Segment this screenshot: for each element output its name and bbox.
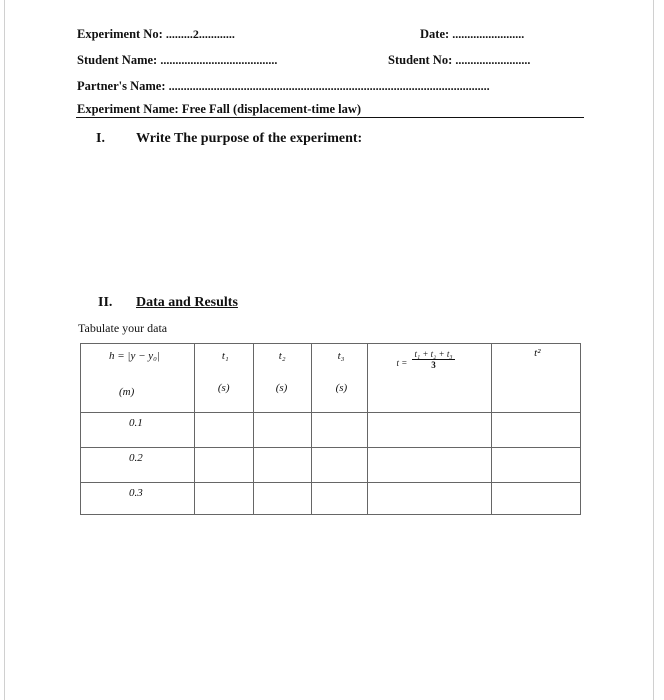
h-value: 0.3: [129, 487, 143, 499]
h-header-cell: [81, 344, 195, 413]
t1-unit: (s): [217, 382, 230, 394]
h-unit: (m): [119, 386, 135, 398]
t3-value-cell[interactable]: [311, 483, 368, 515]
tsq-label: t²: [534, 347, 541, 359]
t1-value-cell[interactable]: [194, 483, 253, 515]
experiment-no-label: Experiment No:: [77, 27, 163, 41]
t2-value-cell[interactable]: [253, 413, 311, 448]
header-divider: [76, 117, 584, 118]
section1-numeral: I.: [96, 131, 105, 146]
tsq-value-cell[interactable]: [492, 413, 581, 448]
student-name-row: [77, 53, 277, 68]
partner-label: Partner's Name:: [77, 79, 166, 93]
student-no-row: [388, 53, 530, 68]
partner-field[interactable]: ...........................................................................................................: [168, 79, 490, 93]
t2-value-cell[interactable]: [253, 483, 311, 515]
h-value-cell[interactable]: [81, 483, 195, 515]
t2-header-cell: [253, 344, 311, 413]
date-field[interactable]: ........................: [452, 27, 525, 41]
section1-title: Write The purpose of the experiment:: [136, 131, 363, 146]
table-row: [81, 483, 581, 515]
tavg-value-cell[interactable]: [368, 413, 492, 448]
t1-value-cell[interactable]: [194, 448, 253, 483]
section2-title: Data and Results: [136, 295, 238, 310]
table-header-row: [81, 344, 581, 413]
page-edge-right: [653, 0, 654, 700]
tsq-value-cell[interactable]: [492, 483, 581, 515]
experiment-no-field[interactable]: .........2............: [165, 27, 235, 41]
date-row: [420, 27, 524, 42]
tsq-value-cell[interactable]: [492, 448, 581, 483]
tavg-value-cell[interactable]: [368, 448, 492, 483]
student-no-label: Student No:: [388, 53, 453, 67]
page-edge-left: [4, 0, 5, 700]
tavg-numerator: t₁ + t₂ + t₃: [414, 349, 453, 359]
h-formula: h = |y − y₀|: [109, 350, 160, 362]
h-value: 0.2: [129, 452, 143, 464]
t3-unit: (s): [335, 382, 348, 394]
student-no-field[interactable]: .........................: [455, 53, 531, 67]
t2-value-cell[interactable]: [253, 448, 311, 483]
student-name-field[interactable]: .......................................: [160, 53, 278, 67]
experiment-name: Experiment Name: Free Fall (displacement-time law): [77, 102, 362, 116]
tavg-prefix: t =: [396, 358, 408, 368]
t1-header-cell: [194, 344, 253, 413]
table-row: [81, 413, 581, 448]
student-name-label: Student Name:: [77, 53, 158, 67]
t1-label: t₁: [221, 350, 229, 362]
section2-subtitle: Tabulate your data: [78, 321, 168, 335]
data-table: [80, 343, 581, 515]
t2-unit: (s): [275, 382, 288, 394]
tavg-header-cell: [368, 344, 492, 413]
partner-row: [77, 79, 490, 94]
h-value-cell[interactable]: [81, 448, 195, 483]
table-row: [81, 448, 581, 483]
tsq-header-cell: [492, 344, 581, 413]
t3-label: t₃: [337, 350, 345, 362]
t3-value-cell[interactable]: [311, 448, 368, 483]
t1-value-cell[interactable]: [194, 413, 253, 448]
date-label: Date:: [420, 27, 450, 41]
experiment-no-row: [77, 27, 235, 42]
t3-header-cell: [311, 344, 368, 413]
section2-numeral: II.: [98, 295, 113, 310]
tavg-denominator: 3: [431, 360, 436, 370]
t2-label: t₂: [278, 350, 286, 362]
t3-value-cell[interactable]: [311, 413, 368, 448]
tavg-value-cell[interactable]: [368, 483, 492, 515]
h-value-cell[interactable]: [81, 413, 195, 448]
h-value: 0.1: [129, 417, 143, 429]
tavg-fraction: [412, 349, 454, 370]
